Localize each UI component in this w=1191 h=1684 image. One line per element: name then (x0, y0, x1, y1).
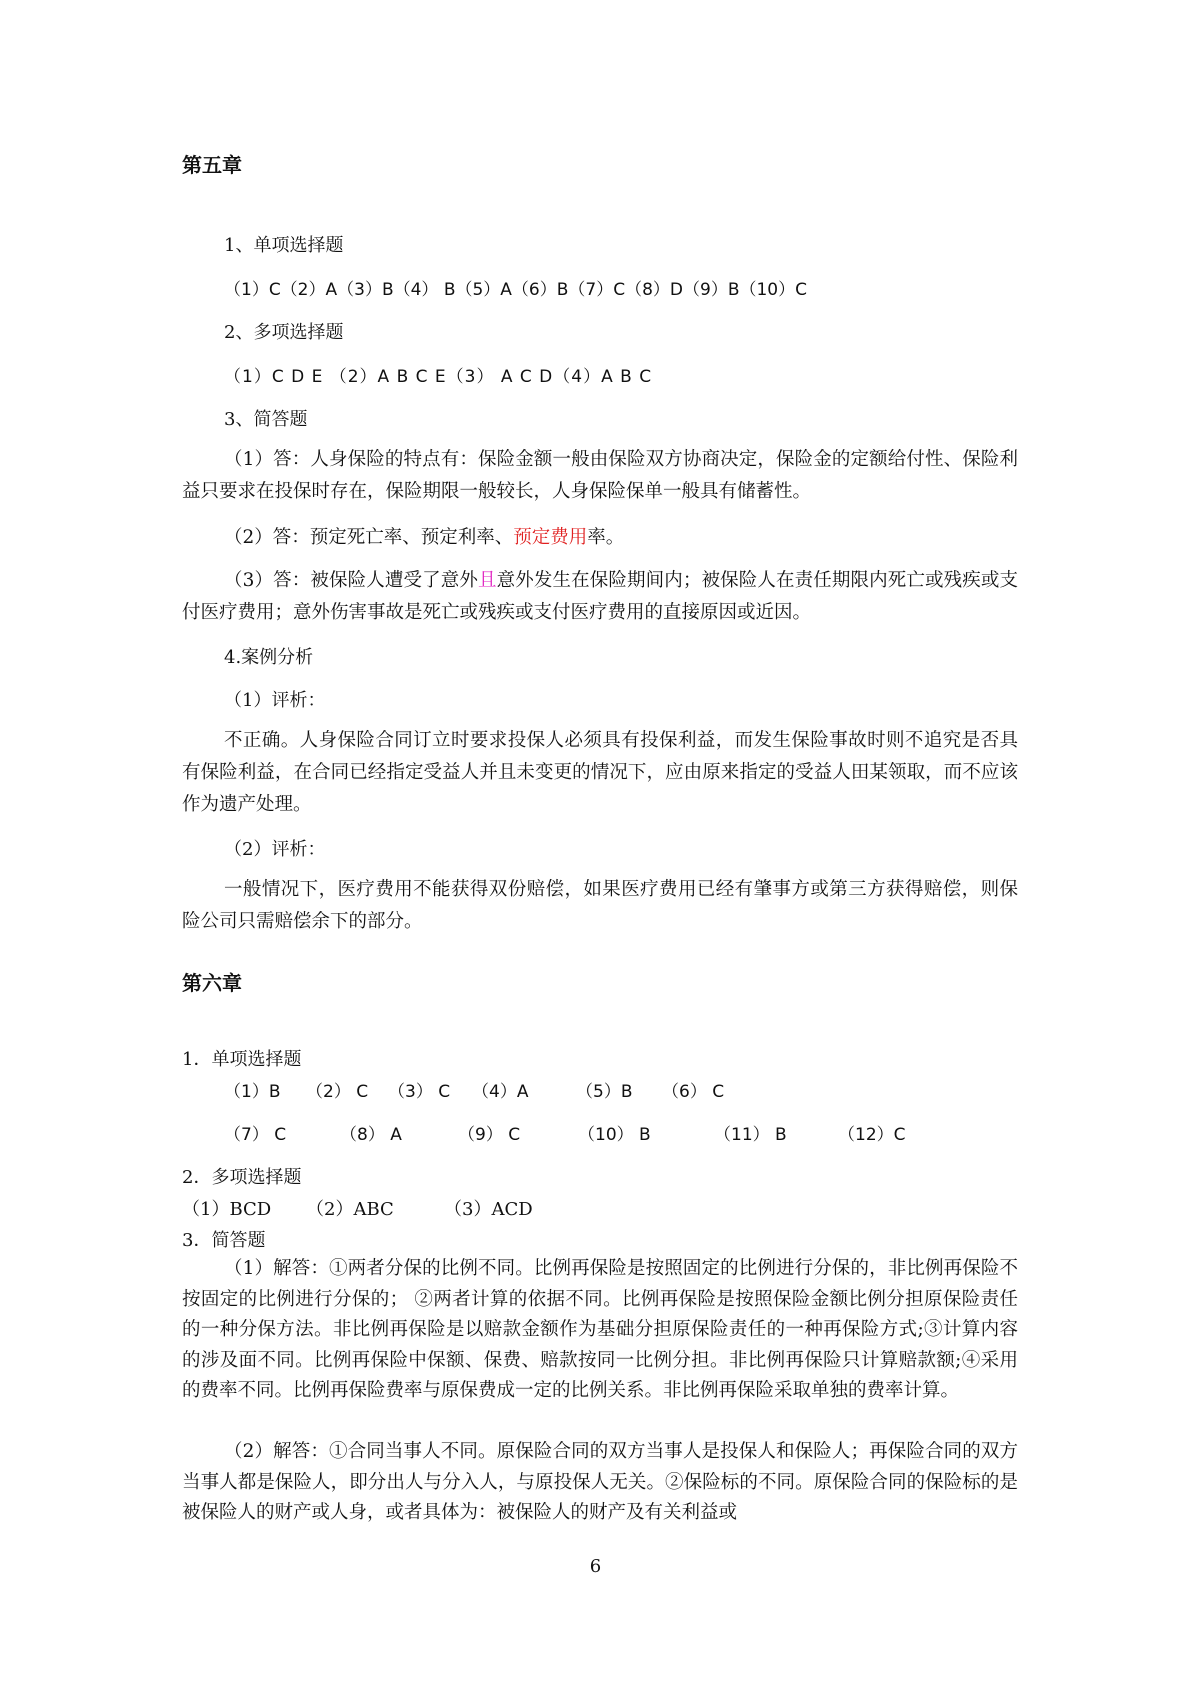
ch5-short-answer-1: （1）答：人身保险的特点有：保险金额一般由保险双方协商决定，保险金的定额给付性、保险利益只要求在投保时存在，保险期限一般较长，人身保险保单一般具有储蓄性。 (182, 449, 1018, 502)
ch5-short-answer-2 (182, 522, 1018, 554)
ch6-short-answer-heading: 3．简答题 (182, 1230, 266, 1251)
ch5-single-choice-answers: （1）C（2）A（3）B（4） B（5）A（6）B（7）C（8）D（9）B（10）C (224, 280, 807, 300)
ch6-multi-answer-2: （2）ABC (306, 1199, 394, 1220)
ch6-answer-6: （6） C (662, 1082, 725, 1102)
ch6-answer-3: （3） C (388, 1082, 451, 1102)
ch5-multi-choice-heading: 2、多项选择题 (224, 322, 344, 343)
ch6-answer-11: （11） B (714, 1125, 787, 1145)
ch5-single-choice-heading: 1、单项选择题 (224, 235, 344, 256)
ch6-answer-5: （5）B (576, 1082, 633, 1102)
chapter-6-title: 第六章 (182, 971, 242, 995)
ch5-q3-prefix: （3）答：被保险人遭受了意外 (224, 570, 479, 591)
ch5-q2-highlight: 预定费用 (513, 527, 588, 548)
ch5-short-answer-3 (182, 565, 1018, 629)
ch5-case-1-label: （1）评析： (224, 690, 326, 711)
ch5-case-analysis-heading: 4.案例分析 (224, 647, 314, 668)
ch5-case-1-text: 不正确。人身保险合同订立时要求投保人必须具有投保利益，而发生保险事故时则不追究是否具有保险利益，在合同已经指定受益人并且未变更的情况下，应由原来指定的受益人田某领取，而不应该作为遗产处理。 (182, 730, 1018, 815)
ch5-q3-highlight: 且 (478, 570, 497, 591)
ch5-case-2-label: （2）评析： (224, 839, 326, 860)
ch5-q3-suffix: 意外发生在保险期间内；被保险人在责任期限内死亡或残疾或支付医疗费用；意外伤害事故是死亡或残疾或支付医疗费用的直接原因或近因。 (182, 570, 1018, 623)
ch6-answer-12: （12）C (838, 1125, 906, 1145)
page-number: 6 (589, 1556, 602, 1577)
ch6-answer-1: （1）B (224, 1082, 281, 1102)
ch5-short-answer-heading: 3、简答题 (224, 409, 308, 430)
ch6-short-answer-2: （2）解答：①合同当事人不同。原保险合同的双方当事人是投保人和保险人；再保险合同的双方当事人都是保险人，即分出人与分入人，与原投保人无关。②保险标的不同。原保险合同的保险标的是被保险人的财产或人身，或者具体为：被保险人的财产及有关利益或 (182, 1441, 1018, 1523)
ch6-multi-answer-1: （1）BCD (182, 1199, 272, 1220)
chapter-5-title: 第五章 (182, 153, 242, 177)
ch6-answer-10: （10） B (578, 1125, 651, 1145)
ch5-q2-suffix: 率。 (587, 527, 625, 548)
ch6-answer-7: （7） C (224, 1125, 287, 1145)
ch6-single-choice-heading: 1．单项选择题 (182, 1049, 302, 1070)
ch6-multi-answer-3: （3）ACD (444, 1199, 533, 1220)
ch6-answer-8: （8） A (340, 1125, 402, 1145)
ch6-answer-4: （4）A (472, 1082, 529, 1102)
ch6-answer-9: （9） C (458, 1125, 521, 1145)
ch6-multi-choice-heading: 2．多项选择题 (182, 1167, 302, 1188)
ch5-case-2-text: 一般情况下，医疗费用不能获得双份赔偿，如果医疗费用已经有肇事方或第三方获得赔偿，则保险公司只需赔偿余下的部分。 (182, 879, 1018, 932)
ch5-multi-choice-answers: （1）C D E （2）A B C E（3） A C D（4）A B C (224, 367, 653, 387)
ch6-short-answer-1: （1）解答：①两者分保的比例不同。比例再保险是按照固定的比例进行分保的，非比例再保险不按固定的比例进行分保的； ②两者计算的依据不同。比例再保险是按照保险金额比例分担原保险责任的一种分保方法。非比例再保险是以赔款金额作为基础分担原保险责任的一种再保险方式;③计算内容的涉及面不同。比例再保险中保额、保费、赔款按同一比例分担。非比例再保险只计算赔款额;④采用的费率不同。比例再保险费率与原保费成一定的比例关系。非比例再保险采取单独的费率计算。 (182, 1258, 1018, 1401)
ch5-q2-prefix: （2）答：预定死亡率、预定利率、 (224, 527, 514, 548)
ch6-answer-2: （2） C (306, 1082, 369, 1102)
